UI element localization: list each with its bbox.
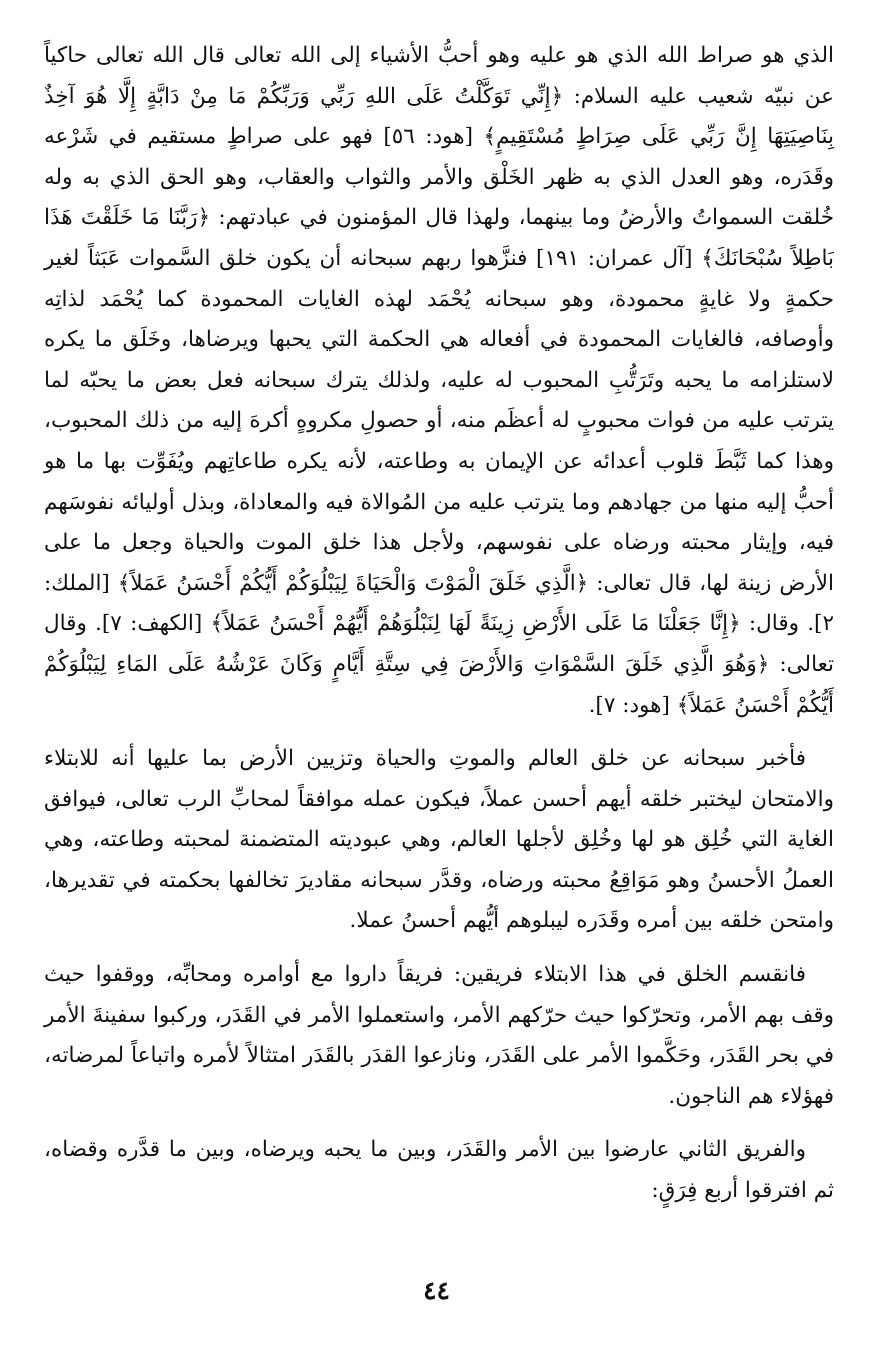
page-body: [44, 36, 834, 1212]
paragraph-4: والفريق الثاني عارضوا بين الأمر والقَدَر، وبين ما يحبه ويرضاه، وبين ما قدَّره وقضاه، ثم افترقوا أربع فِرَقٍ:: [44, 1137, 834, 1204]
paragraph-2: فأخبر سبحانه عن خلق العالم والموتِ والحياة وتزيين الأرض بما عليها أنه للابتلاء والامتحان ليختبر خلقه أيهم أحسن عملاً، فيكون عمله موافقاً لمحابِّ الرب تعالى، فيوافق الغاية التي خُلِق هو لها وخُلِق لأجلها العالم، وهي عبوديته المتضمنة لمحبته وطاعته، وهي العملُ الأحسنُ وهو مَوَاقِعُ محبته ورضاه، وقدَّر سبحانه مقاديرَ تخالفها بحكمته في تقديرها، وامتحن خلقه بين أمره وقَدَره ليبلوهم أيُّهم أحسنُ عملا.: [44, 746, 834, 934]
page-number: ٤٤: [423, 1276, 450, 1305]
paragraph-3: فانقسم الخلق في هذا الابتلاء فريقين: فريقاً داروا مع أوامره ومحابِّه، ووقفوا حيث وقف بهم الأمر، وتحرّكوا حيث حرّكهم الأمر، واستعملوا الأمر في القَدَر، وركبوا سفينةَ الأمر في بحر القَدَر، وحَكَّموا الأمر على القَدَر، ونازعوا القدَر بالقَدَر امتثالاً لأمره واتباعاً لمرضاته، فهؤلاء هم الناجون.: [44, 962, 834, 1109]
paragraph-1: الذي هو صراط الله الذي هو عليه وهو أحبُّ الأشياء إلى الله تعالى قال الله تعالى حاكياً عن نبيّه شعيب عليه السلام: ﴿إِنِّي تَوَكَّلْتُ عَلَى اللهِ رَبِّي وَرَبِّكُمْ مَا مِنْ دَابَّةٍ إِلَّا هُوَ آخِذٌ بِنَاصِيَتِهَا إِنَّ رَبِّي عَلَى صِرَاطٍ مُسْتَقِيمٍ﴾ [هود: ٥٦] فهو على صراطٍ مستقيم في شَرْعه وقَدَره، وهو العدل الذي به ظهر الخَلْق والأمر والثواب والعقاب، وهو الحق الذي به وله خُلقت السمواتُ والأرضُ وما بينهما، ولهذا قال المؤمنون في عبادتهم: ﴿رَبَّنَا مَا خَلَقْتَ هَذَا بَاطِلاً سُبْحَانَكَ﴾ [آل عمران: ١٩١] فنزَّهوا ربهم سبحانه أن يكون خلق السَّموات عَبَثاً لغير حكمةٍ ولا غايةٍ محمودة، وهو سبحانه يُحْمَد لهذه الغايات المحمودة كما يُحْمَد لذاتِه وأوصافه، فالغايات المحمودة في أفعاله هي الحكمة التي يحبها ويرضاها، وخَلَق ما يكره لاستلزامه ما يحبه وتَرَتُّبِ المحبوب له عليه، ولذلك يترك سبحانه فعل بعض ما يحبّه لما يترتب عليه من فوات محبوبٍ له أعظَم منه، أو حصولِ مكروهٍ أكرهَ إليه من ذلك المحبوب، وهذا كما ثَبَّطَ قلوب أعدائه عن الإيمان به وطاعته، لأنه يكره طاعاتِهم ويُفَوِّت بها ما هو أحبُّ إليه منها من جهادهم وما يترتب عليه من المُوالاة فيه والمعاداة، وبذل أوليائه نفوسَهم فيه، وإيثار محبته ورضاه على نفوسهم، ولأجل هذا خلق الموت والحياة وجعل ما على الأرض زينة لها، قال تعالى: ﴿الَّذِي خَلَقَ الْمَوْتَ وَالْحَيَاةَ لِيَبْلُوَكُمْ أَيُّكُمْ أَحْسَنُ عَمَلاً﴾ [الملك: ٢]. وقال: ﴿إِنَّا جَعَلْنَا مَا عَلَى الأَرْضِ زِينَةً لَهَا لِنَبْلُوَهُمْ أَيُّهُمْ أَحْسَنُ عَمَلاً﴾ [الكهف: ٧]. وقال تعالى: ﴿وَهُوَ الَّذِي خَلَقَ السَّمْوَاتِ وَالأَرْضَ فِي سِتَّةِ أَيَّامٍ وَكَانَ عَرْشُهُ عَلَى المَاءِ لِيَبْلُوَكُمْ أَيُّكُمْ أَحْسَنُ عَمَلاً﴾ [هود: ٧].: [44, 43, 834, 718]
